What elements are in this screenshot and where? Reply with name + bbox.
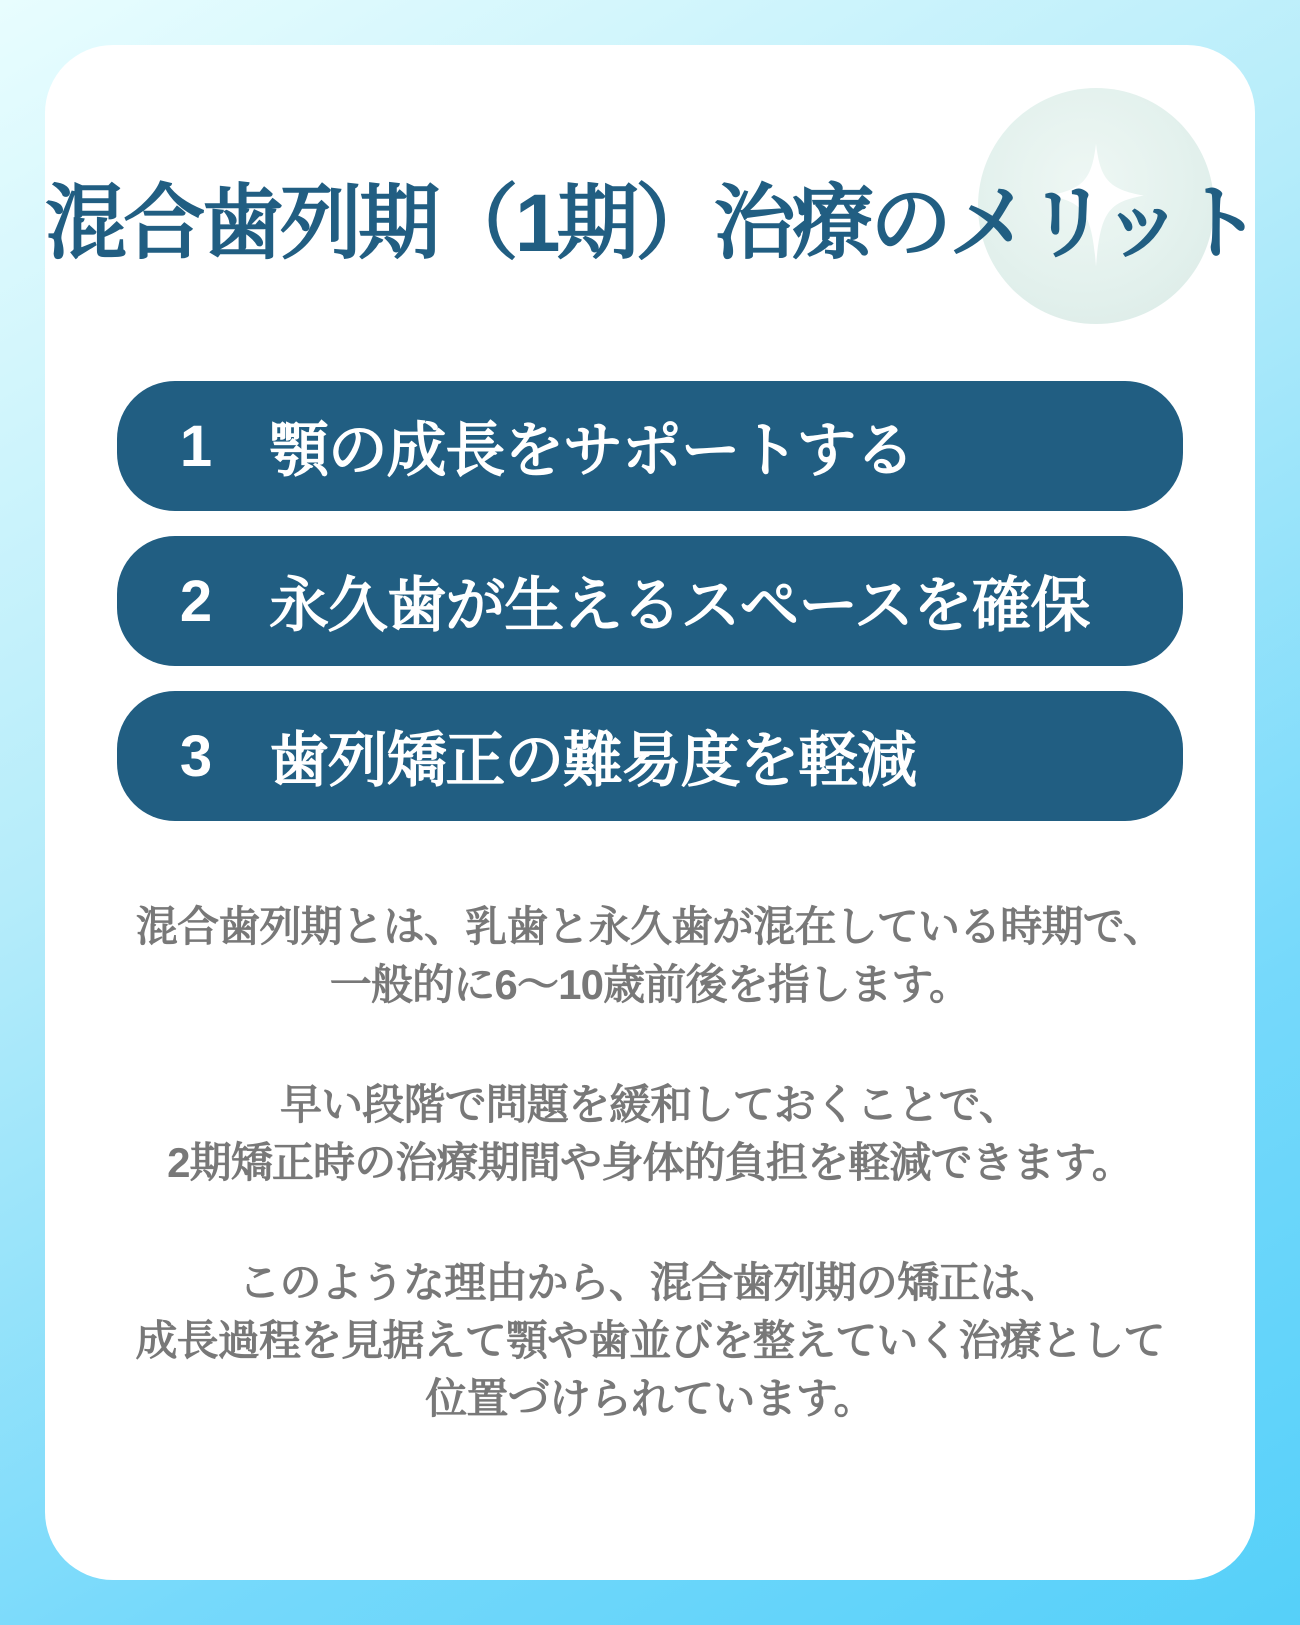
body-line: 混合歯列期とは、乳歯と永久歯が混在している時期で、 bbox=[135, 903, 1165, 950]
content-card bbox=[45, 45, 1259, 1580]
body-line: このような理由から、混合歯列期の矯正は、 bbox=[238, 1259, 1062, 1306]
body-line: 位置づけられています。 bbox=[425, 1375, 875, 1422]
benefit-pill-2 bbox=[117, 536, 1183, 666]
paragraph-definition bbox=[45, 898, 1255, 1014]
benefit-pill-3 bbox=[117, 691, 1183, 821]
benefit-list bbox=[117, 381, 1183, 821]
benefit-label: 顎の成長をサポートする bbox=[269, 417, 914, 484]
body-line: 一般的に6〜10歳前後を指します。 bbox=[329, 961, 971, 1008]
benefit-number: 1 bbox=[179, 413, 213, 479]
benefit-number: 3 bbox=[179, 723, 213, 789]
benefit-label: 永久歯が生えるスペースを確保 bbox=[269, 572, 1090, 639]
page-title: 混合歯列期（1期）治療のメリット bbox=[45, 178, 1259, 269]
paragraph-early-treatment bbox=[45, 1076, 1255, 1192]
benefit-label: 歯列矯正の難易度を軽減 bbox=[269, 727, 916, 794]
benefit-number: 2 bbox=[179, 568, 213, 634]
paragraph-conclusion bbox=[45, 1254, 1255, 1428]
body-text bbox=[45, 898, 1255, 1428]
body-line: 成長過程を見据えて顎や歯並びを整えていく治療として bbox=[135, 1317, 1165, 1364]
body-line: 2期矯正時の治療期間や身体的負担を軽減できます。 bbox=[167, 1139, 1133, 1186]
benefit-pill-1 bbox=[117, 381, 1183, 511]
body-line: 早い段階で問題を緩和しておくことで、 bbox=[279, 1081, 1021, 1128]
